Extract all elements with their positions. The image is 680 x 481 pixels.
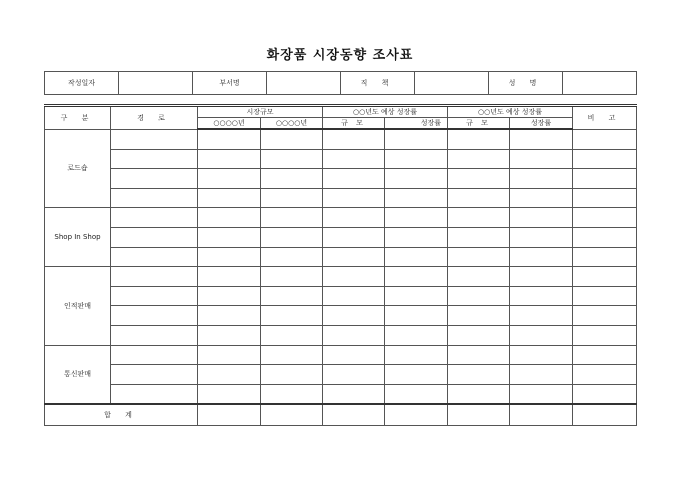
data-cell[interactable] — [510, 345, 573, 365]
data-cell[interactable] — [198, 286, 261, 306]
data-cell[interactable] — [510, 286, 573, 306]
note-cell[interactable] — [573, 149, 637, 169]
route-cell[interactable] — [111, 247, 198, 267]
data-cell[interactable] — [448, 325, 510, 345]
date-label: 작성일자 — [45, 72, 119, 95]
data-cell[interactable] — [198, 169, 261, 189]
note-cell[interactable] — [573, 384, 637, 404]
data-cell[interactable] — [323, 325, 385, 345]
data-cell[interactable] — [385, 345, 448, 365]
data-cell[interactable] — [261, 169, 323, 189]
data-cell[interactable] — [323, 286, 385, 306]
data-cell[interactable] — [198, 306, 261, 326]
data-cell[interactable] — [323, 188, 385, 208]
note-cell[interactable] — [573, 188, 637, 208]
data-cell[interactable] — [510, 227, 573, 247]
category-roadshop: 로드숍 — [45, 129, 111, 208]
data-cell[interactable] — [198, 365, 261, 385]
data-cell[interactable] — [198, 129, 261, 149]
data-cell[interactable] — [261, 227, 323, 247]
data-cell[interactable] — [261, 365, 323, 385]
category-personal-sales: 인적판매 — [45, 267, 111, 345]
dept-label: 부서명 — [193, 72, 267, 95]
total-note-cell[interactable] — [573, 404, 637, 426]
header-market-size: 시장규모 — [198, 106, 323, 118]
data-cell[interactable] — [448, 345, 510, 365]
data-cell[interactable] — [385, 365, 448, 385]
data-cell[interactable] — [448, 306, 510, 326]
note-cell[interactable] — [573, 306, 637, 326]
data-cell[interactable] — [448, 384, 510, 404]
data-cell[interactable] — [448, 129, 510, 149]
data-cell[interactable] — [385, 247, 448, 267]
header-year-1: ○○○○년 — [198, 118, 261, 130]
note-cell[interactable] — [573, 129, 637, 149]
data-cell[interactable] — [448, 286, 510, 306]
data-cell[interactable] — [510, 384, 573, 404]
date-field[interactable] — [119, 72, 193, 95]
data-cell[interactable] — [323, 227, 385, 247]
header-scale-1: 규 모 — [323, 118, 385, 130]
data-cell[interactable] — [261, 325, 323, 345]
data-cell[interactable] — [448, 227, 510, 247]
data-cell[interactable] — [198, 325, 261, 345]
data-cell[interactable] — [385, 286, 448, 306]
data-cell[interactable] — [323, 345, 385, 365]
route-cell[interactable] — [111, 267, 198, 287]
data-cell[interactable] — [385, 208, 448, 228]
category-mail-order: 통신판매 — [45, 345, 111, 404]
route-cell[interactable] — [111, 149, 198, 169]
data-cell[interactable] — [448, 247, 510, 267]
name-label: 성 명 — [489, 72, 563, 95]
data-cell[interactable] — [323, 247, 385, 267]
route-cell[interactable] — [111, 365, 198, 385]
data-cell[interactable] — [198, 384, 261, 404]
info-table — [44, 71, 637, 95]
header-year-2: ○○○○년 — [261, 118, 323, 130]
data-cell[interactable] — [323, 208, 385, 228]
note-cell[interactable] — [573, 365, 637, 385]
data-cell[interactable] — [510, 325, 573, 345]
name-field[interactable] — [563, 72, 637, 95]
note-cell[interactable] — [573, 345, 637, 365]
route-cell[interactable] — [111, 325, 198, 345]
data-cell[interactable] — [198, 267, 261, 287]
survey-table — [44, 104, 637, 426]
document-title: 화장품 시장동향 조사표 — [266, 48, 414, 63]
header-scale-2: 규 모 — [448, 118, 510, 130]
data-cell[interactable] — [510, 208, 573, 228]
header-route: 경 로 — [111, 106, 198, 130]
data-cell[interactable] — [448, 188, 510, 208]
data-cell[interactable] — [448, 267, 510, 287]
route-cell[interactable] — [111, 345, 198, 365]
route-cell[interactable] — [111, 208, 198, 228]
data-cell[interactable] — [448, 169, 510, 189]
data-cell[interactable] — [261, 286, 323, 306]
data-cell[interactable] — [385, 149, 448, 169]
header-category: 구 분 — [45, 106, 111, 130]
route-cell[interactable] — [111, 306, 198, 326]
data-cell[interactable] — [510, 129, 573, 149]
category-shop-in-shop: Shop In Shop — [45, 208, 111, 267]
data-cell[interactable] — [510, 247, 573, 267]
total-cell[interactable] — [385, 404, 448, 426]
header-growth-1: ○○년도 예상 성장률 — [323, 106, 448, 118]
dept-field[interactable] — [267, 72, 341, 95]
data-cell[interactable] — [448, 365, 510, 385]
header-note: 비 고 — [573, 106, 637, 130]
route-cell[interactable] — [111, 169, 198, 189]
data-cell[interactable] — [323, 267, 385, 287]
route-cell[interactable] — [111, 384, 198, 404]
total-cell[interactable] — [323, 404, 385, 426]
data-cell[interactable] — [510, 365, 573, 385]
data-cell[interactable] — [510, 306, 573, 326]
data-cell[interactable] — [261, 129, 323, 149]
route-cell[interactable] — [111, 129, 198, 149]
data-cell[interactable] — [261, 384, 323, 404]
data-cell[interactable] — [510, 169, 573, 189]
data-cell[interactable] — [385, 227, 448, 247]
position-label: 직 책 — [341, 72, 415, 95]
note-cell[interactable] — [573, 169, 637, 189]
data-cell[interactable] — [198, 247, 261, 267]
data-cell[interactable] — [323, 306, 385, 326]
total-cell[interactable] — [198, 404, 261, 426]
data-cell[interactable] — [385, 188, 448, 208]
data-cell[interactable] — [198, 149, 261, 169]
data-cell[interactable] — [385, 325, 448, 345]
data-cell[interactable] — [323, 365, 385, 385]
note-cell[interactable] — [573, 247, 637, 267]
position-field[interactable] — [415, 72, 489, 95]
data-cell[interactable] — [261, 208, 323, 228]
data-cell[interactable] — [385, 267, 448, 287]
data-cell[interactable] — [385, 129, 448, 149]
data-cell[interactable] — [323, 384, 385, 404]
data-cell[interactable] — [261, 345, 323, 365]
total-label: 합 계 — [45, 404, 198, 426]
data-cell[interactable] — [510, 149, 573, 169]
note-cell[interactable] — [573, 267, 637, 287]
total-cell[interactable] — [261, 404, 323, 426]
header-rate-2: 성장률 — [510, 118, 573, 130]
data-cell[interactable] — [510, 267, 573, 287]
data-cell[interactable] — [323, 129, 385, 149]
route-cell[interactable] — [111, 227, 198, 247]
route-cell[interactable] — [111, 188, 198, 208]
data-cell[interactable] — [261, 188, 323, 208]
data-cell[interactable] — [323, 149, 385, 169]
header-growth-2: ○○년도 예상 성장률 — [448, 106, 573, 118]
note-cell[interactable] — [573, 325, 637, 345]
route-cell[interactable] — [111, 286, 198, 306]
data-cell[interactable] — [198, 345, 261, 365]
data-cell[interactable] — [261, 306, 323, 326]
data-cell[interactable] — [323, 169, 385, 189]
data-cell[interactable] — [385, 306, 448, 326]
data-cell[interactable] — [261, 247, 323, 267]
total-cell[interactable] — [448, 404, 510, 426]
data-cell[interactable] — [198, 227, 261, 247]
data-cell[interactable] — [510, 188, 573, 208]
data-cell[interactable] — [198, 208, 261, 228]
data-cell[interactable] — [261, 267, 323, 287]
data-cell[interactable] — [198, 188, 261, 208]
header-rate-1: 성장률 — [385, 118, 448, 130]
data-cell[interactable] — [385, 169, 448, 189]
total-cell[interactable] — [510, 404, 573, 426]
note-cell[interactable] — [573, 208, 637, 228]
note-cell[interactable] — [573, 227, 637, 247]
data-cell[interactable] — [261, 149, 323, 169]
data-cell[interactable] — [385, 384, 448, 404]
note-cell[interactable] — [573, 286, 637, 306]
data-cell[interactable] — [448, 208, 510, 228]
data-cell[interactable] — [448, 149, 510, 169]
